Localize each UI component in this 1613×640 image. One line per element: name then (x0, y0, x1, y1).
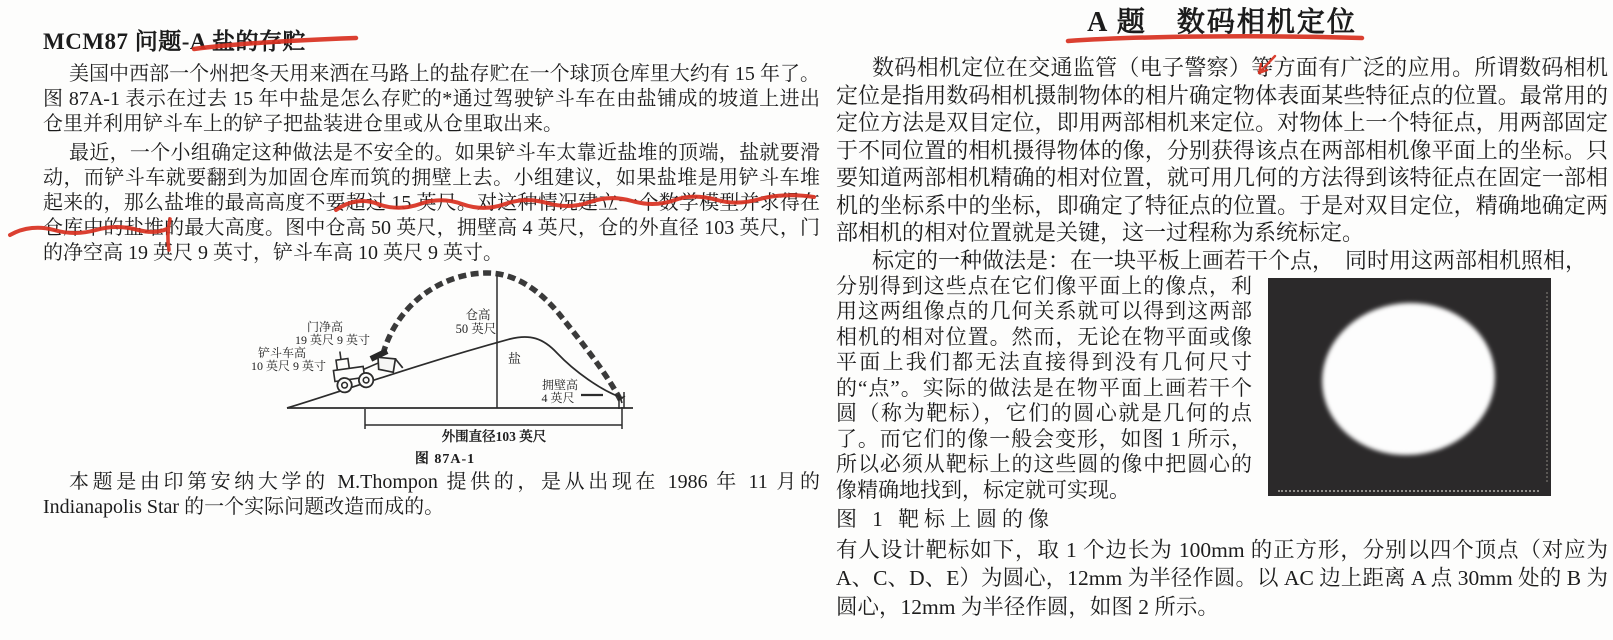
scan-dots-bottom (1278, 490, 1539, 492)
left-title-prefix: MCM87 问题-A (43, 29, 206, 54)
diameter-dimension-line (365, 407, 622, 429)
figure1-target-circle-image (1268, 278, 1551, 496)
calibration-paragraph-rest-text: 分别得到这些点在它们像平面上的像点，利用这两组像点的几何关系就可以得到这两部相机的相对位置。然而，无论在物平面或像平面上我们都无法直接得到没有几何尺寸的“点”。实际的做法是在物平面上画若干个圆（称为靶标），它们的圆心就是几何的点了。而它们的像一般会变形，如图 1 所示，所以必须从靶标上的这些圆的像中把圆心的像精确地找到，标定就可实现。 (836, 273, 1252, 502)
door-height-label-line1: 门净高 (307, 320, 344, 334)
loader-truck-icon (331, 343, 405, 393)
outer-diameter-label: 外围直径103 英尺 (441, 429, 547, 444)
figure-87a1-caption: 图 87A-1 (414, 452, 476, 467)
door-height-label-line2: 19 英尺 9 英寸 (295, 333, 371, 347)
loader-height-label-line1: 铲斗车高 (258, 346, 307, 360)
salt-storage-paragraph-1: 美国中西部一个州把冬天用来洒在马路上的盐存贮在一个球顶仓库里大约有 15 年了。图 87A-1 表示在过去 15 年中盐是怎么存贮的*通过驾驶铲斗车在由盐铺成的坡道上进出仓里并利用铲斗车上的铲子把盐装进仓里或从仓里取出来。 (43, 63, 820, 135)
loader-height-label-line2: 10 英尺 9 英寸 (251, 359, 327, 373)
left-page-title (43, 28, 820, 56)
silo-height-label-line2: 50 英尺 (455, 322, 497, 336)
salt-storage-paragraph-2: 最近，一个小组确定这种做法是不安全的。如果铲斗车太靠近盐堆的顶端，盐就要滑动，而铲斗车就要翻到为加固仓库而筑的拥壁上去。小组建议，如果盐堆是用铲斗车堆起来的，那么盐堆的最高高度不要超过 15 英尺。对这种情况建立一个数学模型并求得在仓库中的盐堆的最大高度。图中仓高 50 英尺，拥壁高 4 英尺，仓的外直径 103 英尺，门的净空高 19 英尺 9 英寸，铲斗车高 10 英尺 9 英寸。 (43, 142, 820, 264)
salt-dome-diagram (245, 262, 645, 447)
scan-dots-right (1546, 292, 1548, 482)
camera-positioning-paragraph-1: 数码相机定位在交通监管（电子警察）等方面有广泛的应用。所谓数码相机定位是指用数码相机摄制物体的相片确定物体表面某些特征点的位置。最常用的定位方法是双目定位，即用两部相机来定位。对物体上一个特征点，用两部固定于不同位置的相机摄得物体的像，分别获得该点在两部相机像平面上的坐标。只要知道两部相机精确的相对位置，就可用几何的方法得到该特征点在固定一部相机的坐标系中的坐标，即确定了特征点的位置。于是对双目定位，精确地确定两部相机的相对位置就是关键，这一过程称为系统标定。 (836, 55, 1608, 245)
calibration-paragraph-lead: 标定的一种做法是：在一块平板上画若干个点， 同时用这两部相机照相， (872, 247, 1588, 273)
figure-87a1 (43, 262, 820, 468)
wall-height-label-line1: 拥壁高 (541, 378, 579, 392)
figure1-caption: 图 1 靶标上圆的像 (836, 506, 1054, 531)
dome-arch (383, 273, 622, 403)
calibration-paragraph-body (836, 274, 1608, 504)
right-page-title: A 题 数码相机定位 (1087, 7, 1357, 38)
target-design-paragraph: 有人设计靶标如下，取 1 个边长为 100mm 的正方形，分别以四个顶点（对应为 A、C、D、E）为圆心，12mm 为半径作圆。以 AC 边上距离 A 点 30mm 处的 B 为圆心，12mm 为半径作圆，如图 2 所示。 (836, 537, 1608, 619)
right-page (836, 2, 1608, 621)
left-title-struck-text: 盐的存贮 (212, 29, 307, 54)
silo-height-label-line1: 仓高 (465, 308, 491, 322)
salt-label: 盐 (508, 351, 522, 366)
white-ellipse-shape (1315, 294, 1503, 463)
salt-storage-source-paragraph: 本题是由印第安纳大学的 M.Thompon 提供的，是从出现在 1986 年 11 月的 Indianapolis Star 的一个实际问题改造而成的。 (43, 471, 820, 518)
left-page (43, 28, 820, 520)
wall-height-label-line2: 4 英尺 (541, 391, 575, 405)
